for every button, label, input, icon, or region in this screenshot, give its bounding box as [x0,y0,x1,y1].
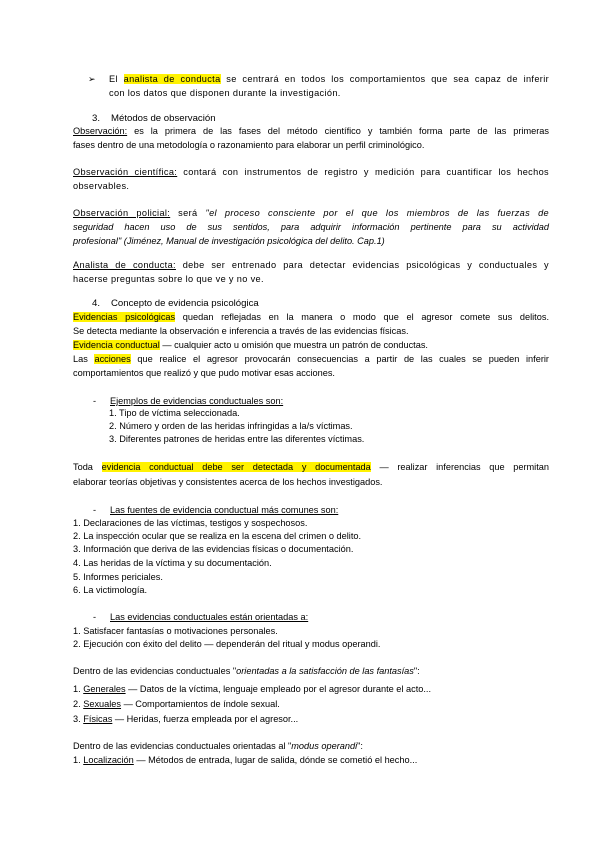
toda-evidencia-line-2: elaborar teorías objetivas y consistentes acerca de los hechos investigados. [73,477,383,487]
section-4-title: Concepto de evidencia psicológica [111,298,259,309]
orientadas-item-2: 2. Ejecución con éxito del delito — dependerán del ritual y modus operandi. [73,639,381,649]
bullet-arrow-icon: ➢ [88,74,96,84]
section-4-number: 4. [92,298,101,309]
fuentes-item-1: 1. Declaraciones de las víctimas, testigos y sospechosos. [73,518,308,528]
observacion-line-2: fases dentro de una metodología o razonamiento para elaborar un perfil criminológico. [73,140,425,150]
evidencias-psicologicas-line-1: Evidencias psicológicas quedan reflejadas en la manera o modo que el agresor comete sus delitos. [73,312,549,322]
observacion-line-1: Observación: es la primera de las fases del método científico y también forma parte de las primeras [73,126,549,136]
highlight-evidencia-conductual: Evidencia conductual [73,340,160,350]
orientadas-title: Las evidencias conductuales están orientadas a: [110,612,309,622]
observacion-cientifica-line-2: observables. [73,181,130,191]
evidencias-psicologicas-line-2: Se detecta mediante la observación e inferencia a través de las evidencias físicas. [73,326,409,336]
fantasias-intro: Dentro de las evidencias conductuales "orientadas a la satisfacción de las fantasías": [73,666,420,676]
fuentes-title: Las fuentes de evidencia conductual más comunes son: [110,505,339,515]
ejemplos-bullet: - [93,396,97,406]
highlight-acciones: acciones [94,354,131,364]
observacion-cientifica-line-1: Observación científica: contará con instrumentos de registro y medición para cuantificar los hechos [73,167,549,177]
acciones-line-1: Las acciones que realice el agresor provocarán consecuencias a partir de las cuales se pueden inferir [73,354,549,364]
observacion-policial-line-3: profesional" (Jiménez, Manual de investigación psicológica del delito. Cap.1) [73,236,385,246]
ejemplos-item-1: 1. Tipo de víctima seleccionada. [109,408,240,418]
analista-bullet-line-1: El analista de conducta se centrará en todos los comportamientos que sea capaz de inferir [109,74,549,84]
highlight-detectada-documentada: evidencia conductual debe ser detectada y documentada [101,462,371,472]
fantasias-item-1: 1. Generales — Datos de la víctima, lenguaje empleado por el agresor durante el acto... [73,684,432,694]
toda-evidencia-line-1: Toda evidencia conductual debe ser detectada y documentada — realizar inferencias que permitan [73,462,549,472]
fuentes-bullet: - [93,505,97,515]
fantasias-item-3: 3. Físicas — Heridas, fuerza empleada por el agresor... [73,714,299,724]
observacion-policial-line-2: seguridad hacen uso de sus sentidos, para adquirir información pertinente para su actividad [73,222,549,232]
highlight-analista: analista de conducta [123,74,221,84]
modus-intro: Dentro de las evidencias conductuales orientadas al "modus operandi": [73,741,363,751]
fuentes-item-4: 4. Las heridas de la víctima y su documentación. [73,558,272,568]
ejemplos-item-2: 2. Número y orden de las heridas infringidas a la/s víctimas. [109,421,353,431]
section-3-number: 3. [92,113,101,124]
modus-item-1: 1. Localización — Métodos de entrada, lugar de salida, dónde se cometió el hecho... [73,755,418,765]
highlight-evidencias-psicologicas: Evidencias psicológicas [73,312,176,322]
fantasias-item-2: 2. Sexuales — Comportamientos de índole sexual. [73,699,280,709]
ejemplos-item-3: 3. Diferentes patrones de heridas entre las diferentes víctimas. [109,434,365,444]
fuentes-item-5: 5. Informes periciales. [73,572,163,582]
fuentes-item-3: 3. Información que deriva de las evidencias físicas o documentación. [73,544,354,554]
analista-line-2: hacerse preguntas sobre lo que ve y no ve. [73,274,264,284]
ejemplos-title: Ejemplos de evidencias conductuales son: [110,396,284,406]
acciones-line-2: comportamientos que realizó y que pudo motivar esas acciones. [73,368,335,378]
analista-bullet-line-2: con los datos que disponen durante la investigación. [109,88,341,98]
orientadas-bullet: - [93,612,97,622]
section-3-title: Métodos de observación [111,113,216,124]
observacion-policial-line-1: Observación policial: será "el proceso consciente por el que los miembros de las fuerzas de [73,208,549,218]
fuentes-item-2: 2. La inspección ocular que se realiza en la escena del crimen o delito. [73,531,362,541]
analista-line-1: Analista de conducta: debe ser entrenado para detectar evidencias psicológicas y conductuales y [73,260,549,270]
fuentes-item-6: 6. La victimología. [73,585,148,595]
orientadas-item-1: 1. Satisfacer fantasías o motivaciones personales. [73,626,278,636]
evidencia-conductual-line: Evidencia conductual — cualquier acto u omisión que muestra un patrón de conductas. [73,340,428,350]
